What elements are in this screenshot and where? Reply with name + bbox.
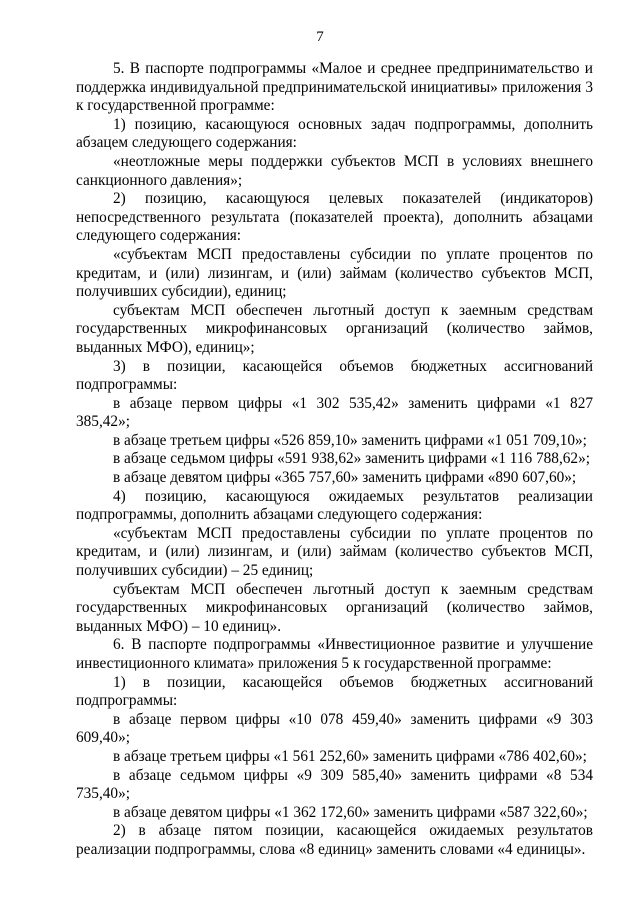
paragraph-quote-subsidies-25: «субъектам МСП предоставлены субсидии по уплате процентов по кредитам, и (или) лизингам, и (или) займам (количество субъектов МСП, получивших субсидии) – 25 единиц; — [76, 524, 593, 580]
paragraph-quote-access-10: субъектам МСП обеспечен льготный доступ к заемным средствам государственных микрофинансовых организаций (количество займов, выданных МФО) – 10 единиц». — [76, 580, 593, 635]
document-body — [76, 60, 593, 860]
paragraph-budget-first: в абзаце первом цифры «1 302 535,42» заменить цифрами «1 827 385,42»; — [76, 394, 593, 431]
paragraph-section-6: 6. В паспорте подпрограммы «Инвестиционное развитие и улучшение инвестиционного климата» приложения 5 к государственной программе: — [76, 636, 593, 672]
paragraph-budget-third: в абзаце третьем цифры «526 859,10» заменить цифрами «1 051 709,10»; — [113, 431, 587, 449]
paragraph-s6-item-1-budget: 1) в позиции, касающейся объемов бюджетных ассигнований подпрограммы: — [76, 673, 593, 710]
paragraph-s6-budget-seventh: в абзаце седьмом цифры «9 309 585,40» заменить цифрами «8 534 735,40»; — [76, 766, 593, 803]
paragraph-s6-budget-ninth: в абзаце девятом цифры «1 362 172,60» заменить цифрами «587 322,60»; — [113, 803, 588, 821]
paragraph-quote-subsidies: «субъектам МСП предоставлены субсидии по уплате процентов по кредитам, и (или) лизингам, и (или) займам (количество субъектов МСП, получивших субсидии), единиц; — [76, 245, 593, 301]
paragraph-s6-budget-first: в абзаце первом цифры «10 078 459,40» заменить цифрами «9 303 609,40»; — [76, 710, 593, 747]
paragraph-quote-preferential-access: субъектам МСП обеспечен льготный доступ к заемным средствам государственных микрофинансовых организаций (количество займов, выданных МФО), единиц»; — [76, 301, 593, 356]
page-number: 7 — [316, 29, 324, 45]
paragraph-item-1-tasks: 1) позицию, касающуюся основных задач подпрограммы, дополнить абзацем следующего содержания: — [76, 115, 593, 152]
paragraph-item-3-budget: 3) в позиции, касающейся объемов бюджетных ассигнований подпрограммы: — [76, 357, 593, 394]
paragraph-item-4-results: 4) позицию, касающуюся ожидаемых результатов реализации подпрограммы, дополнить абзацами следующего содержания: — [76, 487, 593, 524]
paragraph-section-5: 5. В паспорте подпрограммы «Малое и среднее предпринимательство и поддержка индивидуальной предпринимательской инициативы» приложения 3 к государственной программе: — [76, 60, 593, 115]
paragraph-budget-ninth: в абзаце девятом цифры «365 757,60» заменить цифрами «890 607,60»; — [113, 469, 577, 487]
paragraph-s6-budget-third: в абзаце третьем цифры «1 561 252,60» заменить цифрами «786 402,60»; — [113, 747, 587, 765]
paragraph-item-2-indicators: 2) позицию, касающуюся целевых показателей (индикаторов) непосредственного результата (показателей проекта), дополнить абзацами следующего содержания: — [76, 190, 593, 245]
paragraph-quote-urgent-measures: «неотложные меры поддержки субъектов МСП в условиях внешнего санкционного давления»; — [76, 152, 593, 189]
paragraph-budget-seventh: в абзаце седьмом цифры «591 938,62» заменить цифрами «1 116 788,62»; — [113, 450, 590, 468]
paragraph-s6-item-2-results: 2) в абзаце пятом позиции, касающейся ожидаемых результатов реализации подпрограммы, слова «8 единиц» заменить словами «4 единицы». — [76, 822, 593, 858]
